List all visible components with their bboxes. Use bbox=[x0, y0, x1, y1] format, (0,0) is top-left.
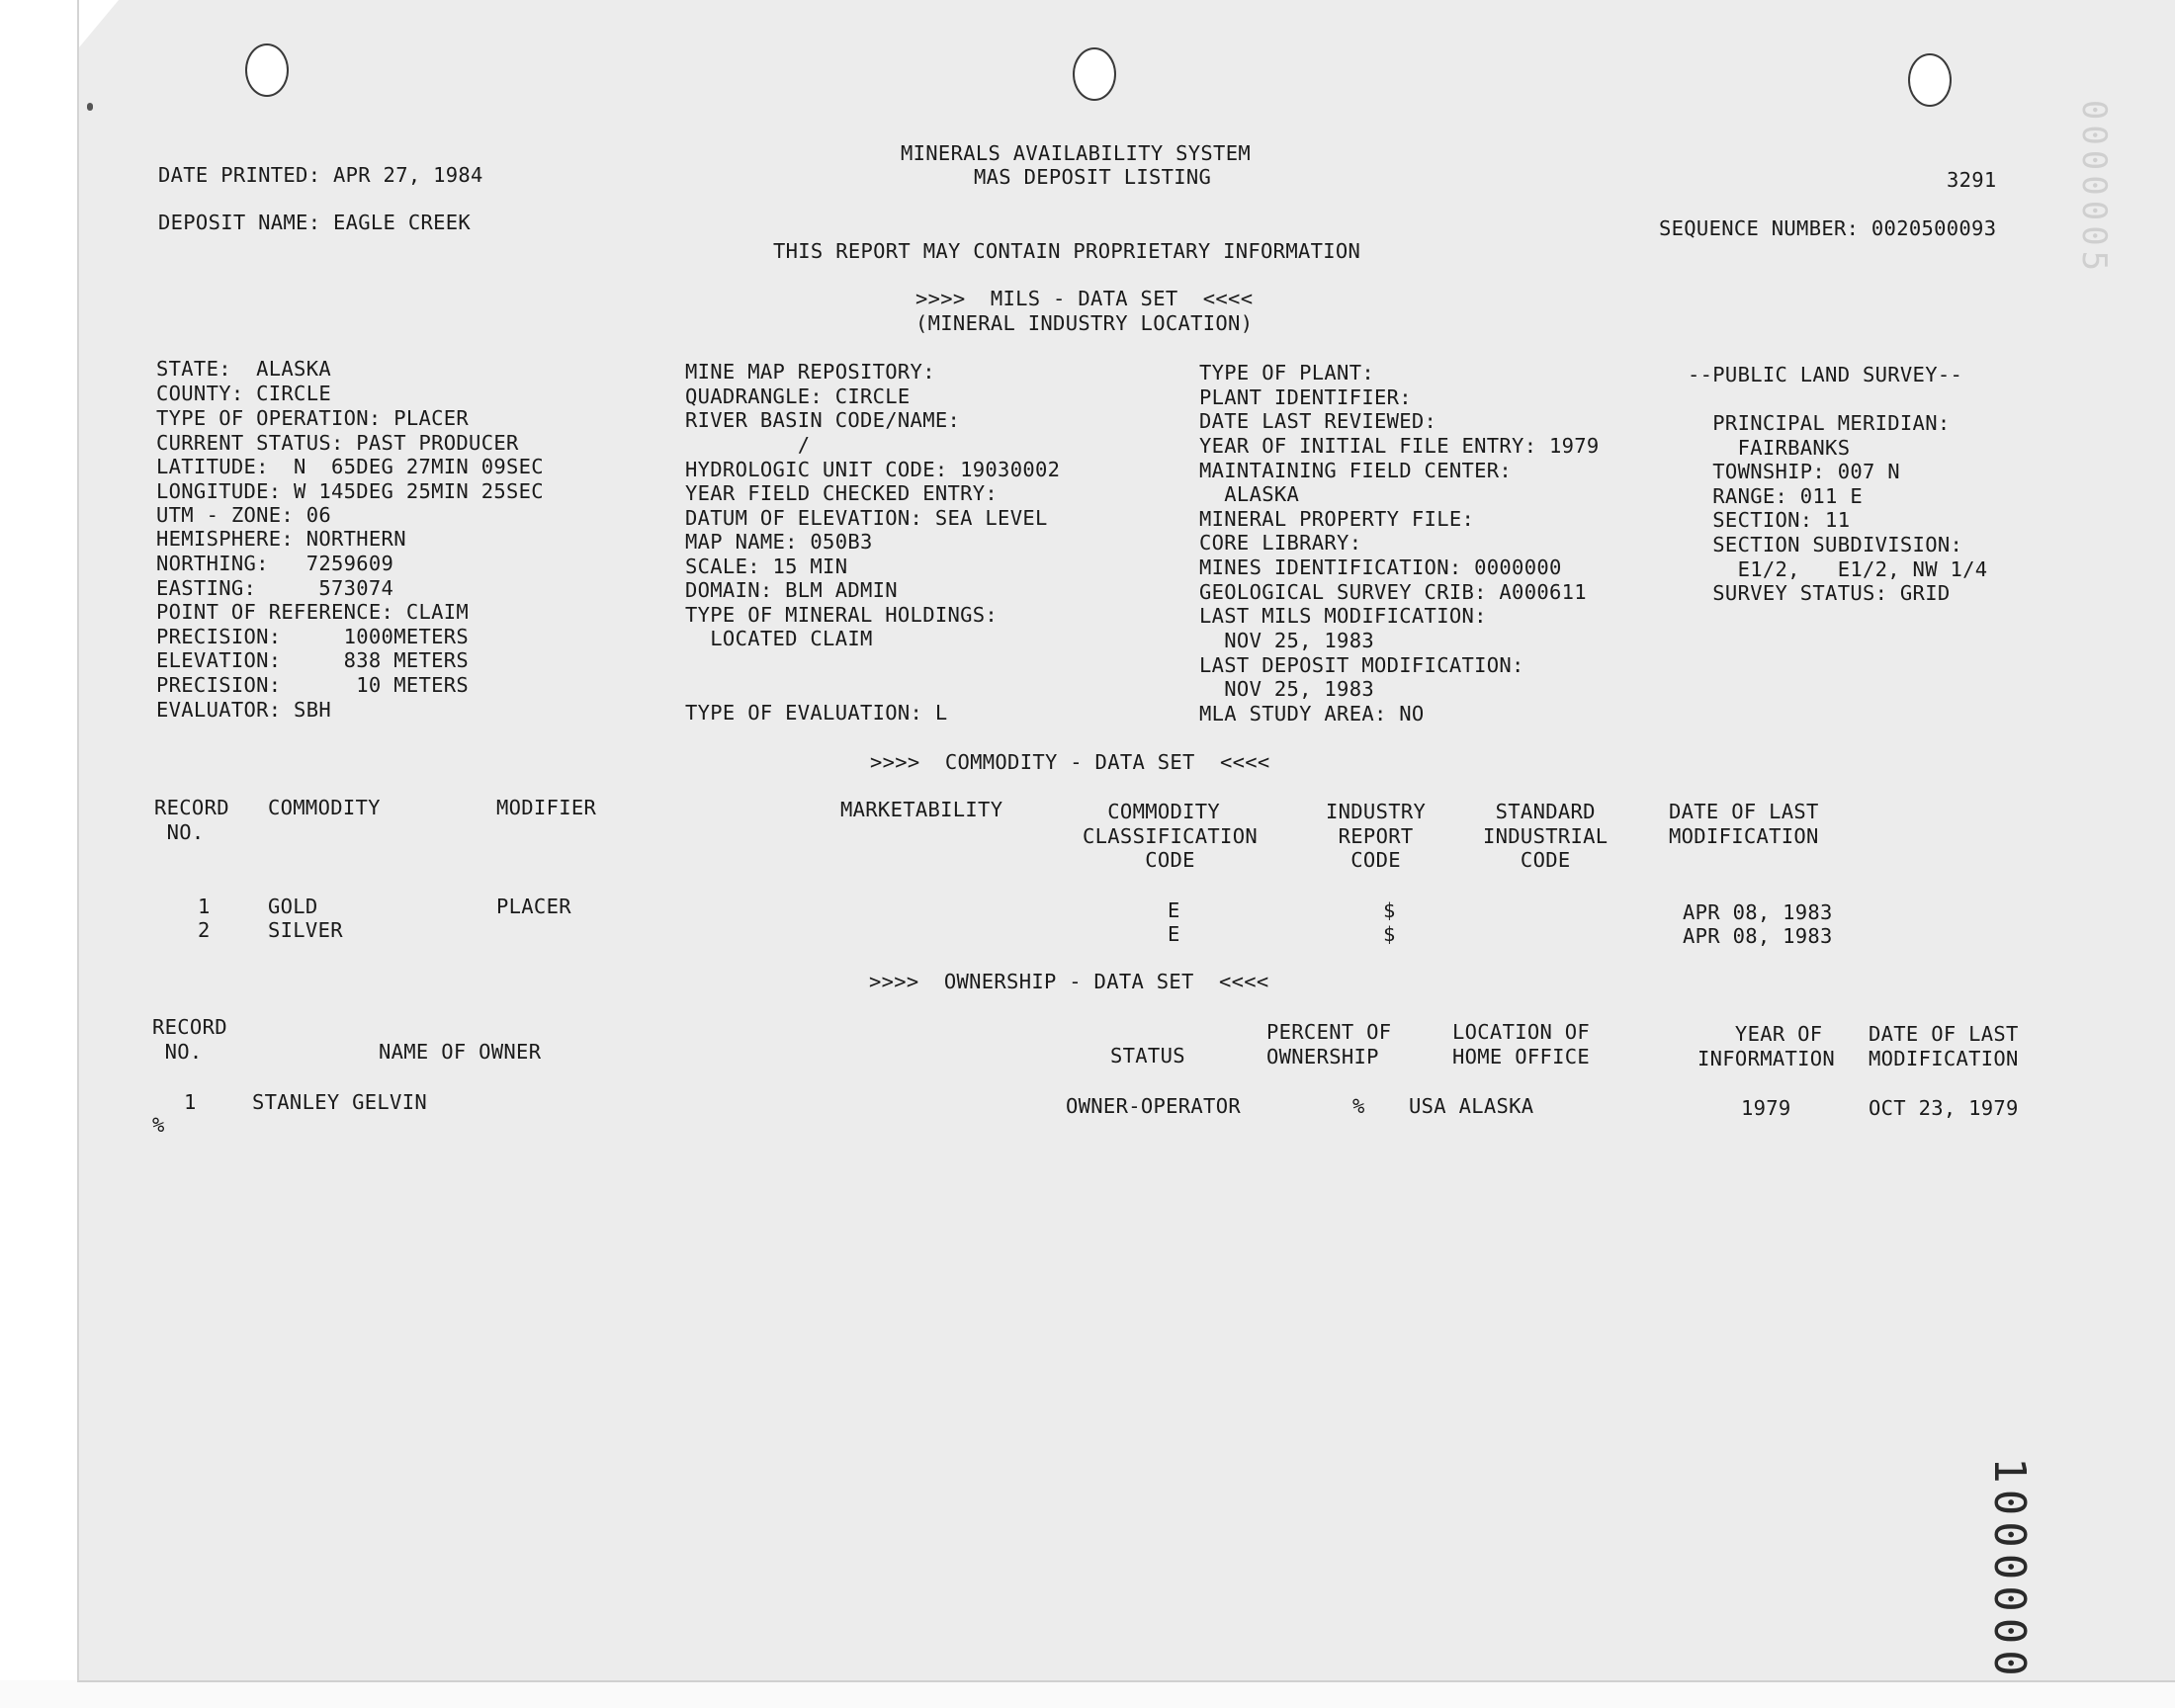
commodity-name: GOLD bbox=[268, 895, 318, 918]
home-office-location: USA ALASKA bbox=[1409, 1094, 1534, 1118]
mils-field: TYPE OF OPERATION: PLACER bbox=[156, 406, 470, 430]
commodity-modifier: PLACER bbox=[496, 895, 571, 918]
mils-field: MAINTAINING FIELD CENTER: bbox=[1199, 459, 1513, 482]
survey-field: SECTION SUBDIVISION: bbox=[1688, 533, 1963, 556]
mils-field: SCALE: 15 MIN bbox=[685, 555, 848, 578]
mils-field: POINT OF REFERENCE: CLAIM bbox=[156, 600, 470, 624]
col-header-year: YEAR OF INFORMATION bbox=[1697, 1022, 1836, 1070]
owner-status: OWNER-OPERATOR bbox=[1066, 1094, 1241, 1118]
col-header-status: STATUS bbox=[1110, 1044, 1185, 1068]
mils-field: DATUM OF ELEVATION: SEA LEVEL bbox=[685, 506, 1048, 530]
col-header-record-no: RECORD NO. bbox=[152, 1015, 227, 1064]
mils-field: ALASKA bbox=[1199, 482, 1300, 506]
mils-field: HYDROLOGIC UNIT CODE: 19030002 bbox=[685, 458, 1061, 481]
record-no: 1 bbox=[184, 1090, 197, 1114]
mils-field: ELEVATION: 838 METERS bbox=[156, 648, 470, 672]
modification-date: APR 08, 1983 bbox=[1683, 924, 1833, 948]
mils-field: CORE LIBRARY: bbox=[1199, 531, 1362, 555]
mils-subheading: (MINERAL INDUSTRY LOCATION) bbox=[915, 311, 1254, 335]
mils-field: PRECISION: 1000METERS bbox=[156, 625, 470, 648]
owner-name: STANLEY GELVIN bbox=[252, 1090, 427, 1114]
mils-field: UTM - ZONE: 06 bbox=[156, 503, 331, 527]
record-no: 2 bbox=[198, 918, 211, 942]
mils-field: RIVER BASIN CODE/NAME: bbox=[685, 408, 961, 432]
survey-field: TOWNSHIP: 007 N bbox=[1688, 460, 1900, 483]
punch-hole-right bbox=[1908, 53, 1952, 107]
commodity-heading: >>>> COMMODITY - DATA SET <<<< bbox=[870, 750, 1270, 774]
system-title: MINERALS AVAILABILITY SYSTEM bbox=[901, 141, 1251, 165]
mils-field: MINERAL PROPERTY FILE: bbox=[1199, 507, 1475, 531]
mils-field: YEAR OF INITIAL FILE ENTRY: 1979 bbox=[1199, 434, 1600, 458]
report-code: $ bbox=[1383, 898, 1396, 922]
mils-field: HEMISPHERE: NORTHERN bbox=[156, 527, 406, 551]
mils-field: MINES IDENTIFICATION: 0000000 bbox=[1199, 555, 1562, 579]
mils-field: EVALUATOR: SBH bbox=[156, 698, 331, 722]
survey-field: SECTION: 11 bbox=[1688, 508, 1851, 532]
survey-field: FAIRBANKS bbox=[1688, 436, 1851, 460]
mils-field: DATE LAST REVIEWED: bbox=[1199, 409, 1437, 433]
modification-date: OCT 23, 1979 bbox=[1869, 1096, 2019, 1120]
col-header-percent: PERCENT OF OWNERSHIP bbox=[1266, 1020, 1392, 1068]
col-header-commodity: COMMODITY bbox=[268, 796, 381, 819]
proprietary-notice: THIS REPORT MAY CONTAIN PROPRIETARY INFORMATION bbox=[773, 239, 1361, 263]
mils-field: DOMAIN: BLM ADMIN bbox=[685, 578, 898, 602]
col-header-location: LOCATION OF HOME OFFICE bbox=[1452, 1020, 1591, 1068]
mils-field: TYPE OF MINERAL HOLDINGS: bbox=[685, 603, 999, 627]
mils-field: LOCATED CLAIM bbox=[685, 627, 873, 650]
survey-field: SURVEY STATUS: GRID bbox=[1688, 581, 1951, 605]
information-year: 1979 bbox=[1741, 1096, 1791, 1120]
col-header-marketability: MARKETABILITY bbox=[840, 798, 1003, 821]
deposit-name: DEPOSIT NAME: EAGLE CREEK bbox=[158, 211, 472, 234]
faint-bates-stamp: 0000005 bbox=[2074, 99, 2114, 277]
col-header-date-modified: DATE OF LAST MODIFICATION bbox=[1869, 1022, 2019, 1070]
report-code: $ bbox=[1383, 922, 1396, 946]
mils-field: LONGITUDE: W 145DEG 25MIN 25SEC bbox=[156, 479, 544, 503]
mils-field: LAST MILS MODIFICATION: bbox=[1199, 604, 1487, 628]
mils-field: MINE MAP REPOSITORY: bbox=[685, 360, 935, 384]
mils-field: / bbox=[685, 433, 811, 457]
mils-field: YEAR FIELD CHECKED ENTRY: bbox=[685, 481, 999, 505]
col-header-date-modified: DATE OF LAST MODIFICATION bbox=[1669, 800, 1819, 848]
mils-field: CURRENT STATUS: PAST PRODUCER bbox=[156, 431, 519, 455]
mils-field: COUNTY: CIRCLE bbox=[156, 382, 331, 405]
mils-field: LAST DEPOSIT MODIFICATION: bbox=[1199, 653, 1524, 677]
punch-hole-left bbox=[245, 43, 289, 97]
scan-speck bbox=[87, 103, 93, 111]
survey-field: RANGE: 011 E bbox=[1688, 484, 1863, 508]
ownership-heading: >>>> OWNERSHIP - DATA SET <<<< bbox=[869, 970, 1269, 993]
mils-field: GEOLOGICAL SURVEY CRIB: A000611 bbox=[1199, 580, 1587, 604]
mils-field: TYPE OF PLANT: bbox=[1199, 361, 1374, 384]
mils-field: TYPE OF EVALUATION: L bbox=[685, 701, 948, 725]
classification-code: E bbox=[1168, 898, 1180, 922]
listing-title: MAS DEPOSIT LISTING bbox=[974, 165, 1212, 189]
date-printed: DATE PRINTED: APR 27, 1984 bbox=[158, 163, 483, 187]
mils-field: NORTHING: 7259609 bbox=[156, 552, 394, 575]
col-header-owner-name: NAME OF OWNER bbox=[379, 1040, 542, 1064]
mils-field: PRECISION: 10 METERS bbox=[156, 673, 470, 697]
col-header-sic-code: STANDARD INDUSTRIAL CODE bbox=[1483, 800, 1609, 872]
col-header-classification-code: COMMODITY CLASSIFICATION CODE bbox=[1083, 800, 1258, 872]
mils-field: MAP NAME: 050B3 bbox=[685, 530, 873, 554]
mils-field: NOV 25, 1983 bbox=[1199, 629, 1374, 652]
sequence-number: SEQUENCE NUMBER: 0020500093 bbox=[1659, 216, 1997, 240]
punch-hole-center bbox=[1073, 47, 1116, 101]
mils-field: PLANT IDENTIFIER: bbox=[1199, 385, 1412, 409]
mils-heading: >>>> MILS - DATA SET <<<< bbox=[915, 287, 1254, 310]
trailing-mark: % bbox=[152, 1113, 165, 1137]
classification-code: E bbox=[1168, 922, 1180, 946]
mils-field: LATITUDE: N 65DEG 27MIN 09SEC bbox=[156, 455, 544, 478]
survey-heading: --PUBLIC LAND SURVEY-- bbox=[1688, 363, 1963, 386]
survey-field: E1/2, E1/2, NW 1/4 bbox=[1688, 557, 1988, 581]
mils-field: STATE: ALASKA bbox=[156, 357, 331, 381]
mils-field: QUADRANGLE: CIRCLE bbox=[685, 384, 911, 408]
col-header-record-no: RECORD NO. bbox=[154, 796, 229, 844]
torn-corner bbox=[79, 0, 119, 47]
ownership-percent: % bbox=[1352, 1094, 1365, 1118]
col-header-industry-report-code: INDUSTRY REPORT CODE bbox=[1326, 800, 1427, 872]
commodity-name: SILVER bbox=[268, 918, 343, 942]
scan-margin bbox=[0, 1680, 2175, 1708]
col-header-modifier: MODIFIER bbox=[496, 796, 597, 819]
page-number: 3291 bbox=[1947, 168, 1997, 192]
survey-field: PRINCIPAL MERIDIAN: bbox=[1688, 411, 1951, 435]
bates-stamp: 1000000 bbox=[1984, 1457, 2035, 1682]
mils-field: MLA STUDY AREA: NO bbox=[1199, 702, 1425, 726]
record-no: 1 bbox=[198, 895, 211, 918]
modification-date: APR 08, 1983 bbox=[1683, 900, 1833, 924]
mils-field: EASTING: 573074 bbox=[156, 576, 394, 600]
mils-field: NOV 25, 1983 bbox=[1199, 677, 1374, 701]
